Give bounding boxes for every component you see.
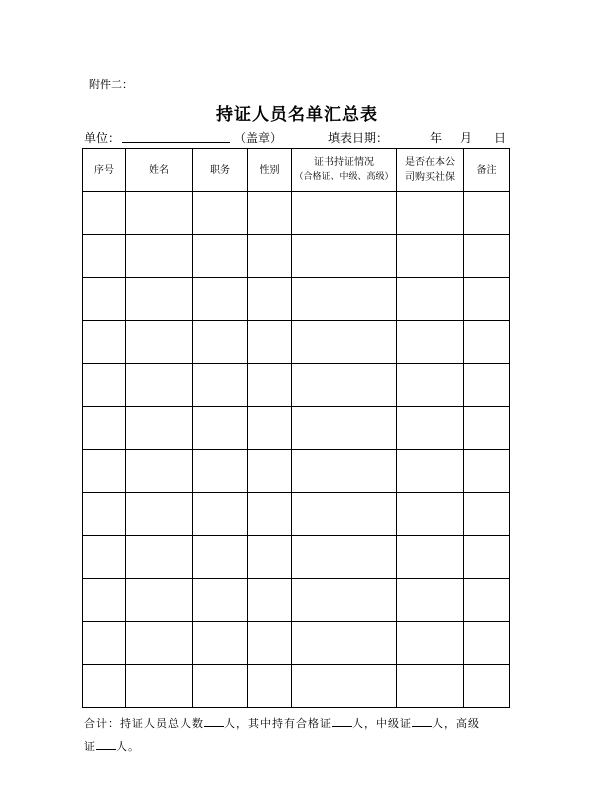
header-gender: 性别 <box>248 149 292 192</box>
summary-unit1: 人，其中持有合格证 <box>224 717 332 730</box>
cell-cert-status <box>292 192 397 235</box>
cell-social-insurance <box>397 493 464 536</box>
cell-social-insurance <box>397 536 464 579</box>
cell-social-insurance <box>397 321 464 364</box>
cell-position <box>193 622 248 665</box>
cell-position <box>193 665 248 708</box>
unit-blank-line <box>122 142 230 143</box>
cell-gender <box>248 321 292 364</box>
table-row <box>83 278 510 321</box>
cell-name <box>126 493 193 536</box>
cell-cert-status <box>292 622 397 665</box>
table-row <box>83 450 510 493</box>
table-header-row <box>83 149 510 192</box>
header-cert-status-note: （合格证、中级、高级） <box>294 172 394 182</box>
cell-cert-status <box>292 665 397 708</box>
cell-social-insurance <box>397 450 464 493</box>
cell-cert-status <box>292 450 397 493</box>
header-position: 职务 <box>193 149 248 192</box>
cell-name <box>126 536 193 579</box>
intermediate-count-blank <box>412 714 432 727</box>
header-cert-status-title: 证书持证情况 <box>314 157 374 168</box>
header-remarks: 备注 <box>464 149 510 192</box>
cell-name <box>126 622 193 665</box>
cell-cert-status <box>292 278 397 321</box>
summary-prefix: 合计：持证人员总人数 <box>84 717 204 730</box>
cell-position <box>193 278 248 321</box>
cell-remarks <box>464 192 510 235</box>
cell-position <box>193 579 248 622</box>
cell-serial <box>83 450 126 493</box>
header-social-insurance <box>397 149 464 192</box>
cell-cert-status <box>292 364 397 407</box>
cell-gender <box>248 665 292 708</box>
meta-row <box>84 128 510 146</box>
cell-position <box>193 493 248 536</box>
cell-name <box>126 665 193 708</box>
cell-cert-status <box>292 579 397 622</box>
cell-remarks <box>464 278 510 321</box>
table-row <box>83 579 510 622</box>
cell-position <box>193 407 248 450</box>
cell-serial <box>83 321 126 364</box>
header-social-insurance-line1: 是否在本公 <box>405 157 455 168</box>
summary-line2-prefix: 证 <box>84 740 96 753</box>
cell-position <box>193 450 248 493</box>
header-name: 姓名 <box>126 149 193 192</box>
cell-social-insurance <box>397 622 464 665</box>
cell-gender <box>248 235 292 278</box>
unit-label: 单位： <box>84 131 121 145</box>
cell-remarks <box>464 321 510 364</box>
cell-name <box>126 364 193 407</box>
table-row <box>83 665 510 708</box>
table-row <box>83 364 510 407</box>
senior-count-blank <box>96 737 116 750</box>
cell-social-insurance <box>397 407 464 450</box>
roster-table <box>82 148 510 708</box>
cell-position <box>193 536 248 579</box>
cell-remarks <box>464 235 510 278</box>
cell-gender <box>248 278 292 321</box>
cell-name <box>126 278 193 321</box>
summary-unit2: 人，中级证 <box>352 717 412 730</box>
summary-unit3: 人，高级 <box>432 717 480 730</box>
cell-name <box>126 579 193 622</box>
day-label: 日 <box>494 131 507 145</box>
fill-date-label: 填表日期： <box>328 131 389 145</box>
cell-remarks <box>464 493 510 536</box>
cell-remarks <box>464 536 510 579</box>
cell-social-insurance <box>397 665 464 708</box>
cell-position <box>193 364 248 407</box>
cell-remarks <box>464 450 510 493</box>
roster-table-body <box>83 192 510 708</box>
attachment-label: 附件二： <box>89 78 133 91</box>
cell-remarks <box>464 364 510 407</box>
cell-position <box>193 192 248 235</box>
qualified-count-blank <box>332 714 352 727</box>
table-row <box>83 407 510 450</box>
table-row <box>83 493 510 536</box>
month-label: 月 <box>460 131 473 145</box>
cell-remarks <box>464 665 510 708</box>
document-title: 持证人员名单汇总表 <box>216 105 378 125</box>
cell-name <box>126 450 193 493</box>
cell-serial <box>83 235 126 278</box>
cell-gender <box>248 407 292 450</box>
cell-serial <box>83 665 126 708</box>
year-label: 年 <box>430 131 443 145</box>
cell-name <box>126 407 193 450</box>
cell-gender <box>248 192 292 235</box>
cell-social-insurance <box>397 192 464 235</box>
cell-serial <box>83 364 126 407</box>
seal-label: （盖章） <box>234 131 283 145</box>
cell-position <box>193 321 248 364</box>
table-row <box>83 536 510 579</box>
table-row <box>83 622 510 665</box>
total-count-blank <box>204 714 224 727</box>
header-social-insurance-line2: 司购买社保 <box>405 172 455 183</box>
summary-unit4: 人。 <box>116 740 140 753</box>
cell-cert-status <box>292 321 397 364</box>
cell-social-insurance <box>397 364 464 407</box>
header-serial: 序号 <box>83 149 126 192</box>
cell-social-insurance <box>397 579 464 622</box>
cell-cert-status <box>292 407 397 450</box>
cell-serial <box>83 278 126 321</box>
table-row <box>83 235 510 278</box>
cell-name <box>126 321 193 364</box>
cell-social-insurance <box>397 235 464 278</box>
cell-social-insurance <box>397 278 464 321</box>
table-row <box>83 321 510 364</box>
cell-cert-status <box>292 235 397 278</box>
cell-serial <box>83 407 126 450</box>
cell-serial <box>83 493 126 536</box>
cell-remarks <box>464 407 510 450</box>
cell-gender <box>248 450 292 493</box>
cell-position <box>193 235 248 278</box>
header-cert-status <box>292 149 397 192</box>
cell-remarks <box>464 579 510 622</box>
cell-serial <box>83 622 126 665</box>
cell-remarks <box>464 622 510 665</box>
cell-cert-status <box>292 536 397 579</box>
cell-gender <box>248 364 292 407</box>
cell-serial <box>83 579 126 622</box>
summary-text <box>84 712 514 758</box>
cell-gender <box>248 622 292 665</box>
cell-gender <box>248 536 292 579</box>
cell-cert-status <box>292 493 397 536</box>
cell-name <box>126 192 193 235</box>
cell-gender <box>248 493 292 536</box>
cell-serial <box>83 536 126 579</box>
cell-name <box>126 235 193 278</box>
cell-serial <box>83 192 126 235</box>
table-row <box>83 192 510 235</box>
cell-gender <box>248 579 292 622</box>
